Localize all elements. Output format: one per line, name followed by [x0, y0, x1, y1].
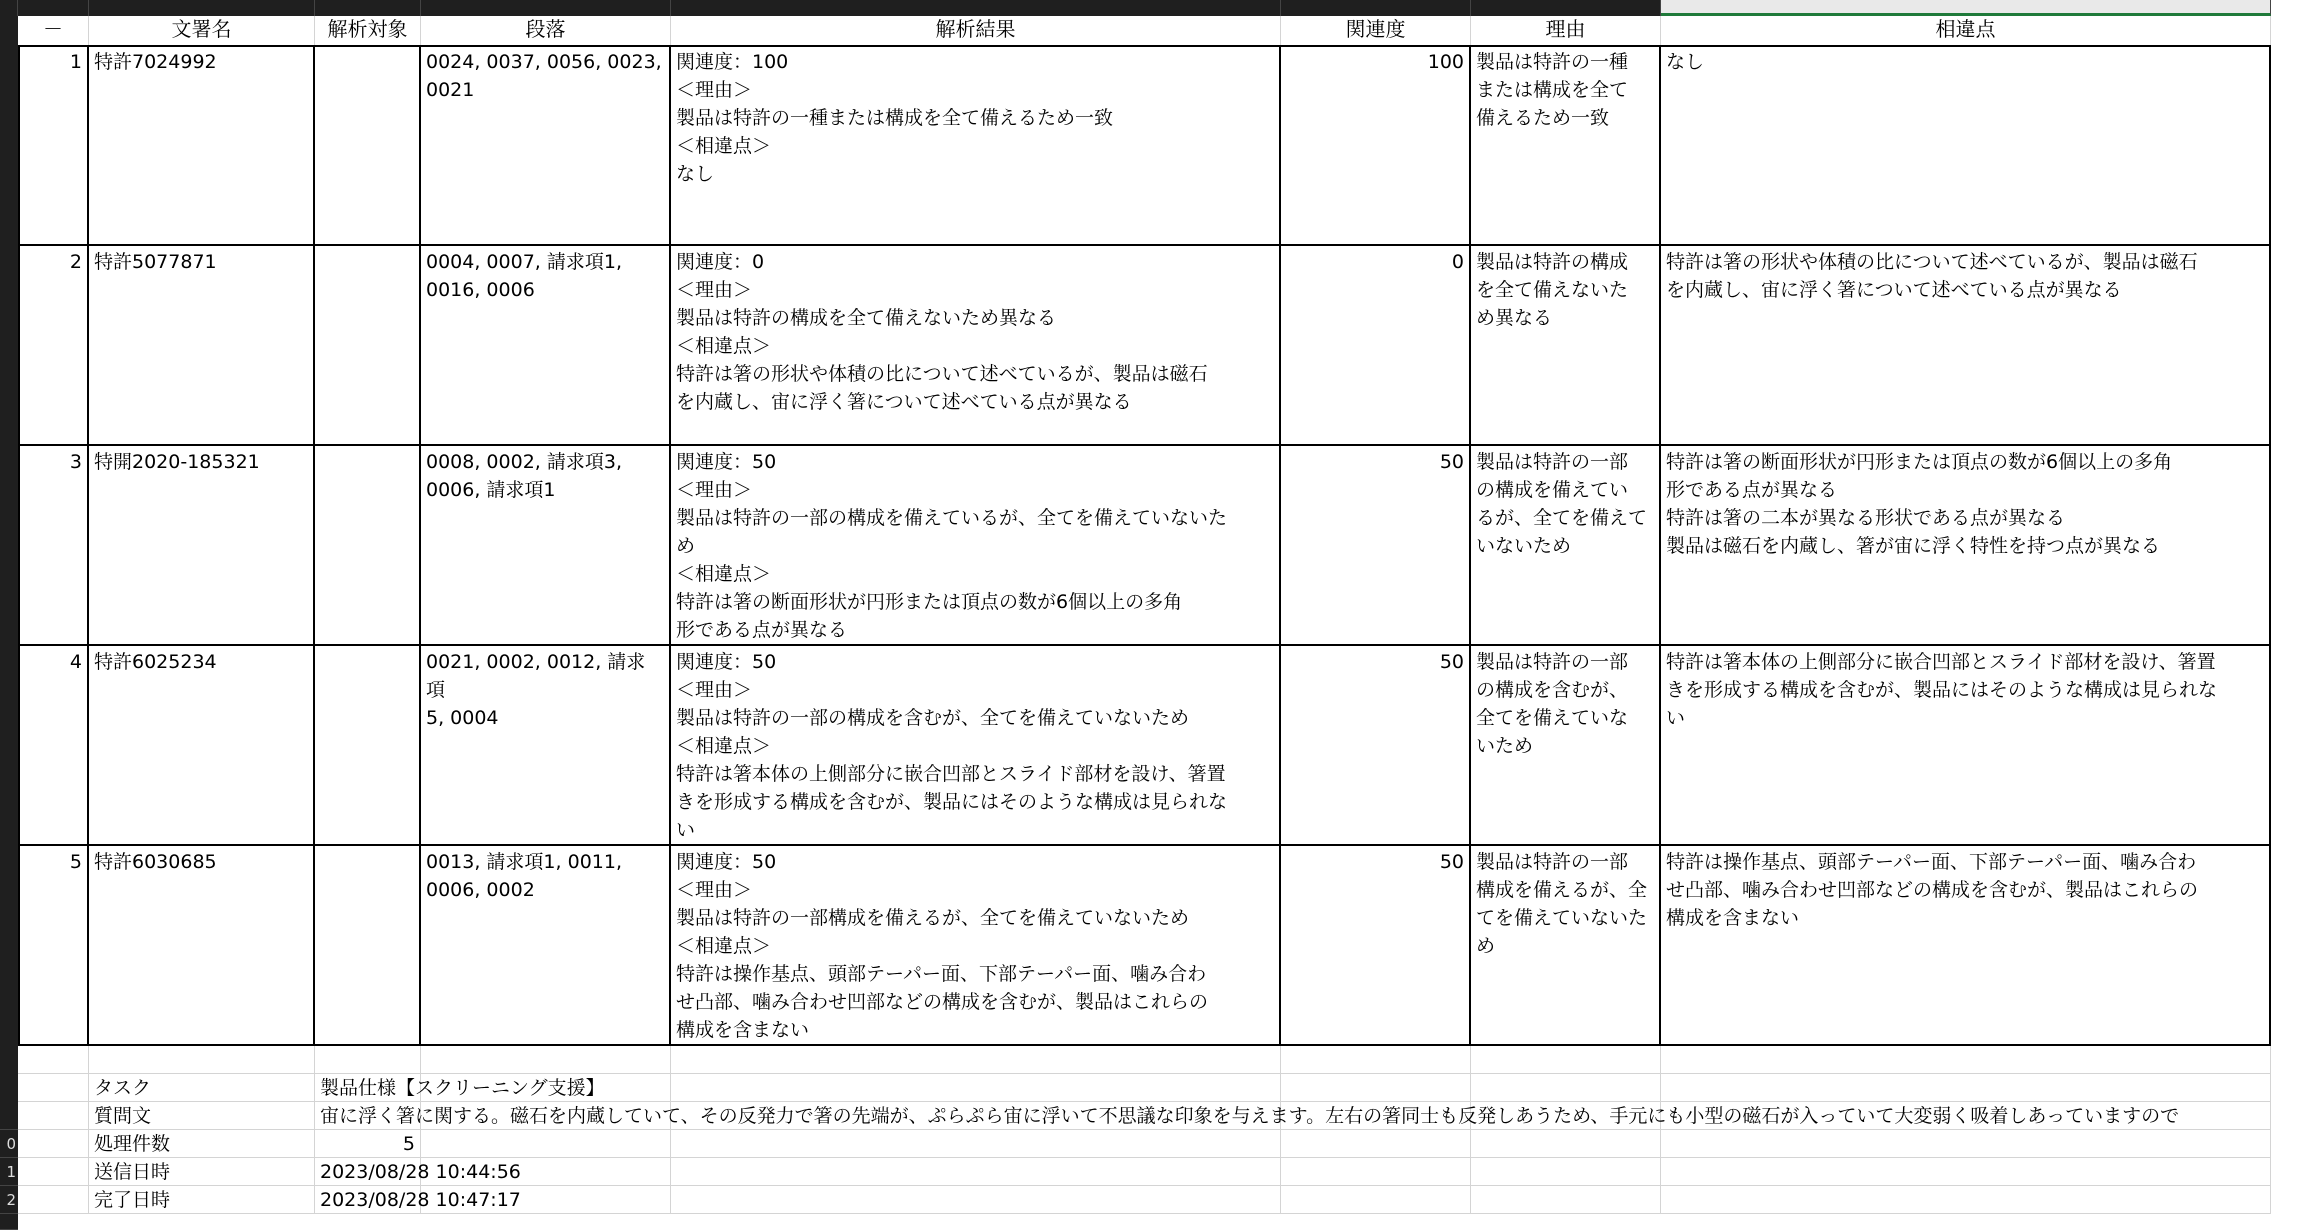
column-header-f[interactable]	[671, 0, 1281, 16]
row-number	[0, 1102, 18, 1130]
empty-cell[interactable]	[315, 1046, 421, 1074]
row-number: 2	[0, 1186, 18, 1214]
empty-cell[interactable]	[671, 1130, 1281, 1158]
column-title-target[interactable]: 解析対象	[315, 16, 421, 46]
difference-cell[interactable]: 特許は操作基点、頭部テーパー面、下部テーパー面、噛み合わ せ凸部、噛み合わせ凹部などの構成を含むが、製品はこれらの 構成を含まない	[1661, 846, 2271, 1046]
info-value-question[interactable]: 宙に浮く箸に関する。磁石を内蔵していて、その反発力で箸の先端が、ぷらぷら宙に浮いて不思議な印象を与えます。左右の箸同士も反発しあうため、手元にも小型の磁石が入っていて大変弱く吸着しあっていますので	[315, 1102, 421, 1130]
paragraph-cell[interactable]: 0013, 請求項1, 0011, 0006, 0002	[421, 846, 671, 1046]
difference-cell[interactable]: 特許は箸の形状や体積の比について述べているが、製品は磁石 を内蔵し、宙に浮く箸について述べている点が異なる	[1661, 246, 2271, 446]
info-value-done[interactable]: 2023/08/28 10:47:17	[315, 1186, 421, 1214]
analysis-result-cell[interactable]: 関連度：0 ＜理由＞ 製品は特許の構成を全て備えないため異なる ＜相違点＞ 特許は箸の形状や体積の比について述べているが、製品は磁石 を内蔵し、宙に浮く箸について述べている点が異なる	[671, 246, 1281, 446]
empty-cell[interactable]	[671, 1074, 1281, 1102]
analysis-result-cell[interactable]: 関連度：50 ＜理由＞ 製品は特許の一部の構成を含むが、全てを備えていないため ＜相違点＞ 特許は箸本体の上側部分に嵌合凹部とスライド部材を設け、箸置 きを形成する構成を含むが、製品にはそのような構成は見られな い	[671, 646, 1281, 846]
column-title-reason[interactable]: 理由	[1471, 16, 1661, 46]
analysis-target-cell[interactable]	[315, 646, 421, 846]
document-name-cell[interactable]: 特許6025234	[89, 646, 315, 846]
empty-cell[interactable]	[1471, 1130, 1661, 1158]
empty-cell[interactable]	[18, 1046, 89, 1074]
question-label[interactable]	[18, 1102, 89, 1130]
reason-cell[interactable]: 製品は特許の一部 の構成を備えてい るが、全てを備えて いないため	[1471, 446, 1661, 646]
info-label-task[interactable]: タスク	[89, 1074, 315, 1102]
empty-cell[interactable]	[1471, 1046, 1661, 1074]
empty-cell[interactable]	[1281, 1186, 1471, 1214]
row-number: 0	[0, 1130, 18, 1158]
info-value-count[interactable]: 5	[315, 1130, 421, 1158]
relevance-cell[interactable]: 50	[1281, 846, 1471, 1046]
document-name-cell[interactable]: 特許5077871	[89, 246, 315, 446]
column-title-para[interactable]: 段落	[421, 16, 671, 46]
empty-cell[interactable]	[1661, 1130, 2271, 1158]
info-label-done[interactable]: 完了日時	[89, 1186, 315, 1214]
column-header-c[interactable]	[89, 0, 315, 16]
analysis-result-cell[interactable]: 関連度：50 ＜理由＞ 製品は特許の一部の構成を備えているが、全てを備えていないた め ＜相違点＞ 特許は箸の断面形状が円形または頂点の数が6個以上の多角 形である点が異なる	[671, 446, 1281, 646]
empty-cell[interactable]	[1661, 1074, 2271, 1102]
empty-cell[interactable]	[1471, 1158, 1661, 1186]
analysis-result-cell[interactable]: 関連度：100 ＜理由＞ 製品は特許の一種または構成を全て備えるため一致 ＜相違点＞ なし	[671, 46, 1281, 246]
column-header-e[interactable]	[421, 0, 671, 16]
done-label[interactable]	[18, 1186, 89, 1214]
reason-cell[interactable]: 製品は特許の一種 または構成を全て 備えるため一致	[1471, 46, 1661, 246]
empty-cell[interactable]	[421, 1130, 671, 1158]
paragraph-cell[interactable]: 0024, 0037, 0056, 0023, 0021	[421, 46, 671, 246]
column-header-a[interactable]	[0, 0, 18, 16]
column-header-b[interactable]	[18, 0, 89, 16]
sent-label[interactable]	[18, 1158, 89, 1186]
document-name-cell[interactable]: 特開2020-185321	[89, 446, 315, 646]
empty-cell[interactable]	[1471, 1186, 1661, 1214]
empty-cell[interactable]	[1281, 1046, 1471, 1074]
reason-cell[interactable]: 製品は特許の構成 を全て備えないた め異なる	[1471, 246, 1661, 446]
paragraph-cell[interactable]: 0021, 0002, 0012, 請求項 5, 0004	[421, 646, 671, 846]
row-number-cell[interactable]: 3	[18, 446, 89, 646]
empty-cell[interactable]	[1471, 1074, 1661, 1102]
empty-cell[interactable]	[1661, 1046, 2271, 1074]
empty-cell[interactable]	[89, 1046, 315, 1074]
table-top-border	[18, 45, 2271, 47]
reason-cell[interactable]: 製品は特許の一部 の構成を含むが、 全てを備えていな いため	[1471, 646, 1661, 846]
analysis-target-cell[interactable]	[315, 446, 421, 646]
row-number-cell[interactable]: 1	[18, 46, 89, 246]
column-title-diff[interactable]: 相違点	[1661, 16, 2271, 46]
empty-cell[interactable]	[1281, 1130, 1471, 1158]
empty-cell[interactable]	[1661, 1158, 2271, 1186]
document-name-cell[interactable]: 特許6030685	[89, 846, 315, 1046]
empty-cell[interactable]	[1661, 1186, 2271, 1214]
analysis-target-cell[interactable]	[315, 846, 421, 1046]
relevance-cell[interactable]: 100	[1281, 46, 1471, 246]
difference-cell[interactable]: なし	[1661, 46, 2271, 246]
count-label[interactable]	[18, 1130, 89, 1158]
document-name-cell[interactable]: 特許7024992	[89, 46, 315, 246]
info-label-question[interactable]: 質問文	[89, 1102, 315, 1130]
difference-cell[interactable]: 特許は箸の断面形状が円形または頂点の数が6個以上の多角 形である点が異なる 特許は箸の二本が異なる形状である点が異なる 製品は磁石を内蔵し、箸が宙に浮く特性を持つ点が異なる	[1661, 446, 2271, 646]
column-header-g[interactable]	[1281, 0, 1471, 16]
empty-cell[interactable]	[1281, 1074, 1471, 1102]
empty-cell[interactable]	[671, 1046, 1281, 1074]
column-header-j[interactable]	[2271, 0, 2300, 16]
relevance-cell[interactable]: 50	[1281, 646, 1471, 846]
difference-cell[interactable]: 特許は箸本体の上側部分に嵌合凹部とスライド部材を設け、箸置 きを形成する構成を含むが、製品にはそのような構成は見られな い	[1661, 646, 2271, 846]
row-gutter	[0, 16, 18, 1230]
empty-cell[interactable]	[1281, 1158, 1471, 1186]
analysis-result-cell[interactable]: 関連度：50 ＜理由＞ 製品は特許の一部構成を備えるが、全てを備えていないため ＜相違点＞ 特許は操作基点、頭部テーパー面、下部テーパー面、噛み合わ せ凸部、噛み合わせ凹部などの構成を含むが、製品はこれらの 構成を含まない	[671, 846, 1281, 1046]
row-number: 1	[0, 1158, 18, 1186]
empty-cell[interactable]	[671, 1158, 1281, 1186]
info-label-sent[interactable]: 送信日時	[89, 1158, 315, 1186]
column-header-i[interactable]	[1661, 0, 2271, 16]
analysis-target-cell[interactable]	[315, 246, 421, 446]
column-title-doc[interactable]: 文署名	[89, 16, 315, 46]
row-number-cell[interactable]: 4	[18, 646, 89, 846]
reason-cell[interactable]: 製品は特許の一部 構成を備えるが、全 てを備えていないた め	[1471, 846, 1661, 1046]
empty-cell[interactable]	[671, 1186, 1281, 1214]
column-title-score[interactable]: 関連度	[1281, 16, 1471, 46]
empty-cell[interactable]	[421, 1046, 671, 1074]
info-label-count[interactable]: 処理件数	[89, 1130, 315, 1158]
paragraph-cell[interactable]: 0004, 0007, 請求項1, 0016, 0006	[421, 246, 671, 446]
relevance-cell[interactable]: 50	[1281, 446, 1471, 646]
analysis-target-cell[interactable]	[315, 46, 421, 246]
column-title-no[interactable]: －	[18, 16, 89, 46]
row-number-cell[interactable]: 2	[18, 246, 89, 446]
column-header-h[interactable]	[1471, 0, 1661, 16]
task-label[interactable]	[18, 1074, 89, 1102]
column-header-d[interactable]	[315, 0, 421, 16]
row-number-cell[interactable]: 5	[18, 846, 89, 1046]
info-value-sent[interactable]: 2023/08/28 10:44:56	[315, 1158, 421, 1186]
relevance-cell[interactable]: 0	[1281, 246, 1471, 446]
paragraph-cell[interactable]: 0008, 0002, 請求項3, 0006, 請求項1	[421, 446, 671, 646]
column-title-result[interactable]: 解析結果	[671, 16, 1281, 46]
info-value-task[interactable]: 製品仕様【スクリーニング支援】	[315, 1074, 421, 1102]
